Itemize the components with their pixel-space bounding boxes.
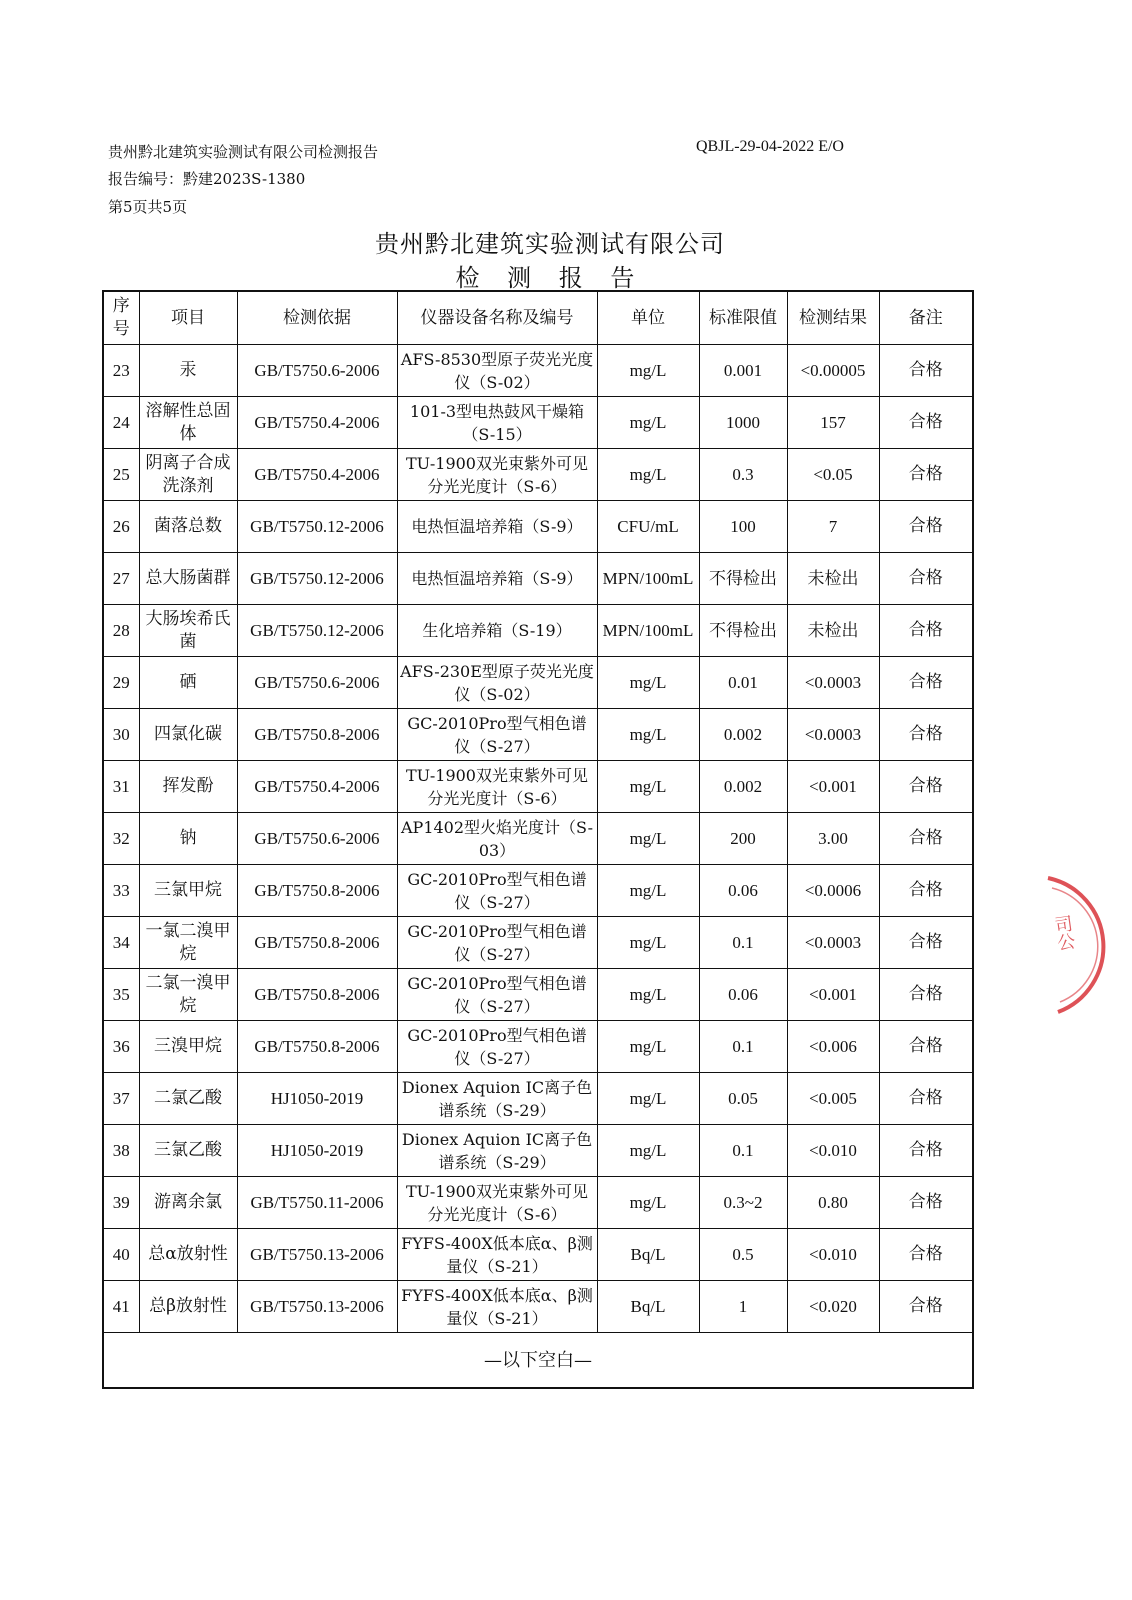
cell-result: <0.05: [787, 449, 879, 501]
table-row: [103, 709, 973, 761]
cell-seq: 26: [103, 501, 139, 553]
cell-remark: 合格: [879, 1073, 973, 1125]
cell-method: GB/T5750.12-2006: [237, 553, 397, 605]
table-row: [103, 1021, 973, 1073]
cell-instrument: GC-2010Pro型气相色谱仪（S-27）: [397, 709, 597, 761]
cell-unit: mg/L: [597, 657, 699, 709]
cell-method: GB/T5750.8-2006: [237, 917, 397, 969]
cell-unit: MPN/100mL: [597, 553, 699, 605]
cell-method: GB/T5750.8-2006: [237, 709, 397, 761]
cell-instrument: FYFS-400X低本底α、β测量仪（S-21）: [397, 1281, 597, 1333]
cell-result: <0.001: [787, 761, 879, 813]
cell-seq: 37: [103, 1073, 139, 1125]
cell-item: 二氯乙酸: [139, 1073, 237, 1125]
cell-remark: 合格: [879, 605, 973, 657]
cell-remark: 合格: [879, 1229, 973, 1281]
cell-unit: Bq/L: [597, 1281, 699, 1333]
cell-remark: 合格: [879, 1021, 973, 1073]
cell-remark: 合格: [879, 501, 973, 553]
cell-result: <0.0006: [787, 865, 879, 917]
cell-limit: 0.3~2: [699, 1177, 787, 1229]
cell-seq: 31: [103, 761, 139, 813]
cell-method: GB/T5750.6-2006: [237, 813, 397, 865]
cell-result: <0.0003: [787, 709, 879, 761]
cell-unit: mg/L: [597, 345, 699, 397]
table-row: [103, 969, 973, 1021]
table-row: [103, 657, 973, 709]
cell-item: 游离余氯: [139, 1177, 237, 1229]
table-row: [103, 397, 973, 449]
cell-item: 汞: [139, 345, 237, 397]
cell-method: GB/T5750.8-2006: [237, 969, 397, 1021]
header-unit: 单位: [597, 291, 699, 345]
cell-limit: 0.01: [699, 657, 787, 709]
header-item: 项目: [139, 291, 237, 345]
report-subtitle: 检 测 报 告: [455, 264, 645, 292]
cell-unit: mg/L: [597, 1021, 699, 1073]
table-row: [103, 1281, 973, 1333]
cell-remark: 合格: [879, 345, 973, 397]
cell-seq: 32: [103, 813, 139, 865]
cell-item: 四氯化碳: [139, 709, 237, 761]
cell-seq: 36: [103, 1021, 139, 1073]
cell-item: 菌落总数: [139, 501, 237, 553]
cell-instrument: TU-1900双光束紫外可见分光光度计（S-6）: [397, 449, 597, 501]
cell-seq: 28: [103, 605, 139, 657]
cell-unit: mg/L: [597, 969, 699, 1021]
cell-limit: 0.06: [699, 969, 787, 1021]
cell-seq: 27: [103, 553, 139, 605]
cell-method: HJ1050-2019: [237, 1073, 397, 1125]
cell-result: 未检出: [787, 605, 879, 657]
cell-instrument: GC-2010Pro型气相色谱仪（S-27）: [397, 917, 597, 969]
cell-instrument: TU-1900双光束紫外可见分光光度计（S-6）: [397, 1177, 597, 1229]
cell-method: HJ1050-2019: [237, 1125, 397, 1177]
cell-method: GB/T5750.12-2006: [237, 605, 397, 657]
cell-method: GB/T5750.12-2006: [237, 501, 397, 553]
cell-remark: 合格: [879, 813, 973, 865]
table-row: [103, 605, 973, 657]
cell-limit: 0.05: [699, 1073, 787, 1125]
cell-item: 溶解性总固体: [139, 397, 237, 449]
cell-unit: mg/L: [597, 917, 699, 969]
cell-seq: 34: [103, 917, 139, 969]
cell-limit: 0.5: [699, 1229, 787, 1281]
cell-remark: 合格: [879, 657, 973, 709]
cell-remark: 合格: [879, 1281, 973, 1333]
table-row: [103, 1177, 973, 1229]
cell-unit: CFU/mL: [597, 501, 699, 553]
cell-unit: mg/L: [597, 709, 699, 761]
cell-seq: 38: [103, 1125, 139, 1177]
table-row: [103, 345, 973, 397]
table-row: [103, 1125, 973, 1177]
cell-remark: 合格: [879, 865, 973, 917]
table-row: [103, 553, 973, 605]
table-row: [103, 501, 973, 553]
cell-method: GB/T5750.6-2006: [237, 345, 397, 397]
header-method: 检测依据: [237, 291, 397, 345]
cell-result: <0.001: [787, 969, 879, 1021]
table-row: [103, 1229, 973, 1281]
cell-instrument: Dionex Aquion IC离子色谱系统（S-29）: [397, 1073, 597, 1125]
cell-unit: mg/L: [597, 813, 699, 865]
cell-item: 总α放射性: [139, 1229, 237, 1281]
cell-seq: 30: [103, 709, 139, 761]
cell-method: GB/T5750.8-2006: [237, 1021, 397, 1073]
cell-item: 三溴甲烷: [139, 1021, 237, 1073]
cell-unit: mg/L: [597, 1125, 699, 1177]
table-row: [103, 1073, 973, 1125]
cell-seq: 39: [103, 1177, 139, 1229]
header-instrument: 仪器设备名称及编号: [397, 291, 597, 345]
cell-method: GB/T5750.4-2006: [237, 397, 397, 449]
cell-result: 3.00: [787, 813, 879, 865]
cell-instrument: TU-1900双光束紫外可见分光光度计（S-6）: [397, 761, 597, 813]
cell-method: GB/T5750.11-2006: [237, 1177, 397, 1229]
cell-item: 阴离子合成洗涤剂: [139, 449, 237, 501]
cell-unit: MPN/100mL: [597, 605, 699, 657]
cell-unit: mg/L: [597, 397, 699, 449]
cell-result: <0.00005: [787, 345, 879, 397]
cell-instrument: AFS-8530型原子荧光光度仪（S-02）: [397, 345, 597, 397]
cell-method: GB/T5750.4-2006: [237, 449, 397, 501]
cell-unit: mg/L: [597, 865, 699, 917]
cell-method: GB/T5750.4-2006: [237, 761, 397, 813]
cell-result: <0.006: [787, 1021, 879, 1073]
cell-item: 总大肠菌群: [139, 553, 237, 605]
blank-below-note: —以下空白—: [103, 1333, 973, 1389]
cell-remark: 合格: [879, 553, 973, 605]
cell-instrument: AFS-230E型原子荧光光度仪（S-02）: [397, 657, 597, 709]
table-row: [103, 449, 973, 501]
cell-item: 钠: [139, 813, 237, 865]
cell-item: 硒: [139, 657, 237, 709]
cell-seq: 23: [103, 345, 139, 397]
cell-instrument: GC-2010Pro型气相色谱仪（S-27）: [397, 969, 597, 1021]
cell-instrument: GC-2010Pro型气相色谱仪（S-27）: [397, 865, 597, 917]
cell-method: GB/T5750.8-2006: [237, 865, 397, 917]
cell-seq: 24: [103, 397, 139, 449]
cell-instrument: AP1402型火焰光度计（S-03）: [397, 813, 597, 865]
cell-limit: 不得检出: [699, 605, 787, 657]
cell-item: 三氯乙酸: [139, 1125, 237, 1177]
page-info: 第5页共5页: [108, 198, 188, 216]
cell-limit: 0.1: [699, 1021, 787, 1073]
cell-seq: 41: [103, 1281, 139, 1333]
cell-item: 二氯一溴甲烷: [139, 969, 237, 1021]
cell-result: <0.020: [787, 1281, 879, 1333]
cell-limit: 0.06: [699, 865, 787, 917]
cell-seq: 40: [103, 1229, 139, 1281]
table-row: [103, 761, 973, 813]
cell-instrument: 生化培养箱（S-19）: [397, 605, 597, 657]
cell-result: 157: [787, 397, 879, 449]
cell-seq: 33: [103, 865, 139, 917]
header-limit: 标准限值: [699, 291, 787, 345]
cell-unit: mg/L: [597, 1073, 699, 1125]
table-footer-row: [103, 1333, 973, 1389]
cell-item: 总β放射性: [139, 1281, 237, 1333]
cell-result: <0.010: [787, 1125, 879, 1177]
cell-remark: 合格: [879, 969, 973, 1021]
cell-remark: 合格: [879, 397, 973, 449]
cell-unit: mg/L: [597, 449, 699, 501]
cell-instrument: 电热恒温培养箱（S-9）: [397, 501, 597, 553]
cell-unit: mg/L: [597, 761, 699, 813]
cell-instrument: GC-2010Pro型气相色谱仪（S-27）: [397, 1021, 597, 1073]
header-result: 检测结果: [787, 291, 879, 345]
cell-unit: Bq/L: [597, 1229, 699, 1281]
cell-seq: 25: [103, 449, 139, 501]
report-title: 贵州黔北建筑实验测试有限公司: [375, 230, 725, 258]
cell-instrument: 电热恒温培养箱（S-9）: [397, 553, 597, 605]
header-remark: 备注: [879, 291, 973, 345]
cell-seq: 35: [103, 969, 139, 1021]
cell-result: <0.010: [787, 1229, 879, 1281]
cell-limit: 不得检出: [699, 553, 787, 605]
cell-item: 三氯甲烷: [139, 865, 237, 917]
cell-seq: 29: [103, 657, 139, 709]
cell-unit: mg/L: [597, 1177, 699, 1229]
cell-item: 挥发酚: [139, 761, 237, 813]
cell-item: 一氯二溴甲烷: [139, 917, 237, 969]
cell-method: GB/T5750.6-2006: [237, 657, 397, 709]
cell-limit: 0.1: [699, 1125, 787, 1177]
seal-text: 司公: [1050, 913, 1077, 953]
cell-limit: 0.002: [699, 709, 787, 761]
report-number: 报告编号：黔建2023S-1380: [108, 170, 306, 188]
cell-limit: 0.3: [699, 449, 787, 501]
cell-remark: 合格: [879, 709, 973, 761]
cell-limit: 0.002: [699, 761, 787, 813]
cell-instrument: 101-3型电热鼓风干燥箱（S-15）: [397, 397, 597, 449]
cell-instrument: FYFS-400X低本底α、β测量仪（S-21）: [397, 1229, 597, 1281]
table-row: [103, 865, 973, 917]
document-code: QBJL-29-04-2022 E/O: [696, 138, 844, 155]
cell-result: <0.0003: [787, 657, 879, 709]
cell-result: 7: [787, 501, 879, 553]
table-row: [103, 813, 973, 865]
results-table: [102, 290, 974, 1389]
table-row: [103, 917, 973, 969]
cell-limit: 1: [699, 1281, 787, 1333]
cell-remark: 合格: [879, 761, 973, 813]
cell-limit: 1000: [699, 397, 787, 449]
cell-remark: 合格: [879, 917, 973, 969]
cell-method: GB/T5750.13-2006: [237, 1229, 397, 1281]
cell-result: 0.80: [787, 1177, 879, 1229]
company-report-line: 贵州黔北建筑实验测试有限公司检测报告: [108, 143, 379, 161]
cell-limit: 0.001: [699, 345, 787, 397]
cell-method: GB/T5750.13-2006: [237, 1281, 397, 1333]
cell-limit: 100: [699, 501, 787, 553]
header-seq: 序号: [103, 291, 139, 345]
cell-limit: 200: [699, 813, 787, 865]
table-header-row: [103, 291, 973, 345]
cell-remark: 合格: [879, 1125, 973, 1177]
cell-item: 大肠埃希氏菌: [139, 605, 237, 657]
cell-remark: 合格: [879, 1177, 973, 1229]
cell-result: <0.0003: [787, 917, 879, 969]
cell-remark: 合格: [879, 449, 973, 501]
cell-limit: 0.1: [699, 917, 787, 969]
cell-result: 未检出: [787, 553, 879, 605]
cell-instrument: Dionex Aquion IC离子色谱系统（S-29）: [397, 1125, 597, 1177]
cell-result: <0.005: [787, 1073, 879, 1125]
